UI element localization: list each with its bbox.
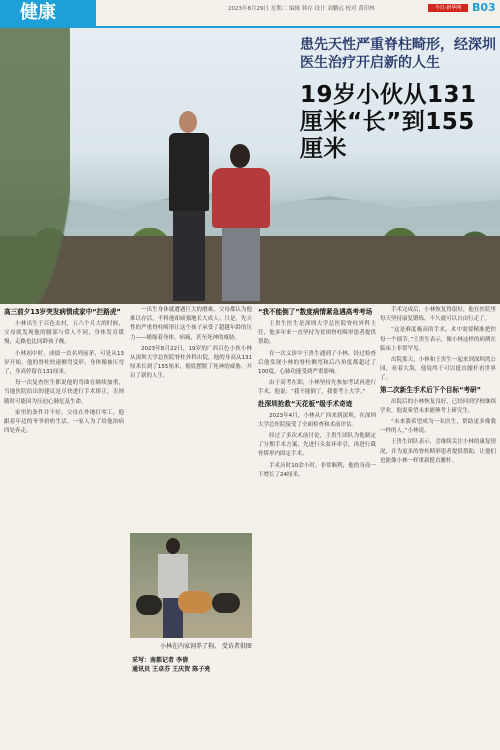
subheadline: 患先天性严重脊柱畸形，经深圳医生治疗开启新的人生 — [300, 37, 496, 71]
byline — [132, 656, 250, 674]
paragraph: 王贵生医生是深圳大学总医院脊柱外科主任，他多年来一直坚持为贫困脊柱畸形患者提供帮助。 — [258, 321, 376, 346]
dogs-photo — [130, 533, 252, 638]
tree-foliage — [0, 28, 70, 304]
paragraph: 小林初中时，成绩一直名列前茅，可是从13岁开始，他的脊柱快速侧弯变形，身体像被压弯了，身高停留在131厘米。 — [4, 350, 124, 376]
patient-figure — [212, 144, 270, 301]
dog — [136, 595, 162, 615]
page-number: B03 — [472, 1, 496, 14]
photo-caption: 小林在内家饲养了狗。 受访者供图 — [160, 643, 252, 650]
column-heading: 高三前夕13岁突发病情成家中“拦路虎” — [4, 308, 121, 316]
column-1 — [4, 306, 124, 438]
section-title: 健康 — [0, 0, 96, 26]
paragraph: 在一次义诊中王贵生遇到了小林，经过检查后他发现小林的脊柱侧弯和后凸角度都超过了100度，心肺功能受到严重影响。 — [258, 350, 376, 376]
paragraph: 手术历时10余小时，非常顺利，他的身高一下增长了24厘米。 — [258, 462, 376, 478]
patient-figure — [158, 538, 188, 638]
paragraph: “未来我希望成为一名医生，帮助更多像我一样的人。”小林说。 — [380, 419, 496, 435]
editor-badge: 今日·新华网 — [428, 4, 468, 12]
headline: 19岁小伙从131厘米“长”到155厘米 — [300, 82, 477, 162]
paragraph: 家里的条件并不好，父母在外地打零工，他跟着年迈的爷爷奶奶生活，一家人为了给他治病四处奔走。 — [4, 409, 124, 435]
column-2 — [130, 306, 252, 384]
paragraph: 经过了多次术前讨论，王贵生团队为他制定了分期手术方案，先进行头盆环牵引，再进行截骨矫形内固定手术。 — [258, 433, 376, 458]
dog — [178, 591, 212, 613]
paragraph: “这是难度极高的手术，术中需要精准把控每一个细节。”王贵生表示，像小林这样的病例在临床上非常罕见。 — [380, 327, 496, 352]
byline-reporter: 采写：南都记者 李倩 — [132, 657, 189, 664]
dog — [212, 593, 240, 613]
column-heading: 第二次新生手术后下个目标“考研” — [380, 385, 481, 394]
doctor-figure — [165, 111, 211, 301]
paragraph: 出院后的小林恢复良好，已经回到学校继续学业，他说希望未来能够考上研究生。 — [380, 398, 496, 414]
column-heading: “我不能倒了”数度病情紧急遇高考考场 — [258, 308, 373, 316]
column-heading: 赴深圳抢救“天花板”级手术奇迹 — [258, 399, 353, 408]
paragraph: 每一次复查医生都说他的弯曲在继续加重，当地医院给出的建议是尽快进行手术矫正，否则随时可能因为压迫心肺危及生命。 — [4, 380, 124, 405]
paragraph: 一出生身体就遭遇巨大的磨难，父母都认为他难以存活，不料他却顽强地长大成人；只是，先天性的严重脊柱畸形让这个孩子承受了超越年龄的压力——蜷缩着身体，病痛，甚至死神的威胁。 — [130, 307, 252, 341]
masthead — [0, 0, 500, 26]
paragraph: 王贵生团队表示，会继续关注小林的康复情况，并为更多的脊柱畸形患者提供帮助，让他们也能像小林一样重新挺直腰杆。 — [380, 439, 496, 464]
paragraph: 小林出生于百色农村，五六个月大的时候，父母就发现他的腰部与常人不同，身体发育缓慢，走路也比同龄孩子晚。 — [4, 321, 124, 346]
paragraph: 手术完成后，小林恢复得很好，他在医院里每天坚持康复锻炼，不久就可以自由行走了。 — [380, 307, 496, 323]
column-4 — [380, 306, 496, 468]
byline-correspondents: 通讯员 王卓芬 王庆贺 陈子亮 — [132, 666, 211, 673]
paragraph: 出院那天，小林和王贵生一起来到深圳湾公园，看着大海，他说终于可以挺直腰杆看世界了。 — [380, 357, 496, 382]
headline-block — [300, 36, 496, 163]
paragraph: 由于高考在即，小林坚持先参加考试再进行手术，他说：“我不能倒了，我要考上大学。” — [258, 380, 376, 396]
paragraph: 2023年8月22日，19岁的广西百色小伙小林从深圳大学总医院脊柱外科出院，他的身高从131厘米长到了155厘米，彻底摆脱了死神的威胁，开启了新的人生。 — [130, 345, 252, 380]
issue-meta: 2023年8月29日 星期二 编辑 韩存 设计 刘鹏远 校对 黄印林 — [228, 6, 375, 12]
paragraph: 2023年4月，小林从广西来到深圳，在深圳大学总医院接受了全面检查和术前评估。 — [258, 412, 376, 428]
column-3 — [258, 306, 376, 482]
